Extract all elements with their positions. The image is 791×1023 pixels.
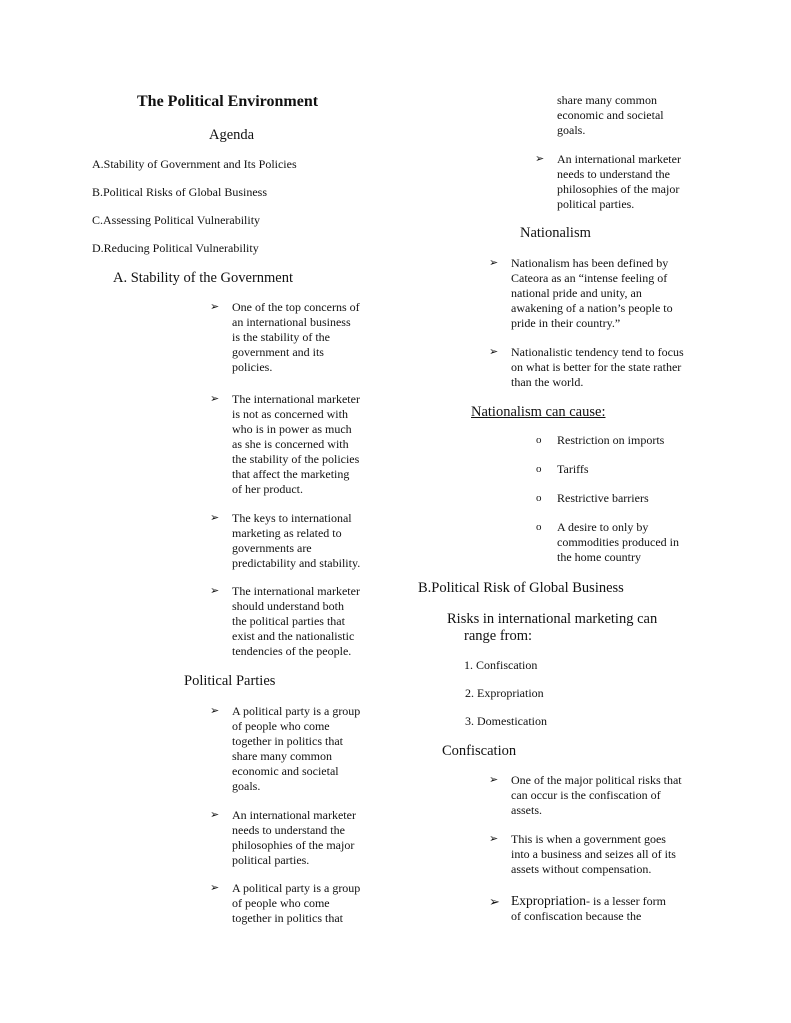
arrowhead-bullet-icon: ➢ [210, 512, 220, 524]
arrowhead-bullet-icon: ➢ [489, 774, 499, 786]
bullet-text: Nationalistic tendency tend to focus on what is better for the state rather than the world. [511, 345, 684, 389]
bullet-text: Nationalism has been defined by Cateora as an “intense feeling of national pride and unity, an awakening of a nation’s people to pride in their country.” [511, 256, 673, 330]
arrowhead-bullet-icon: ➢ [210, 882, 220, 894]
arrowhead-bullet-icon: ➢ [489, 257, 499, 269]
circle-bullet-icon: o [536, 521, 542, 533]
bullet-text: The international marketer should understand both the political parties that exist and the nationalistic tendencies of the people. [232, 584, 360, 658]
bullet-text: The international marketer is not as concerned with who is in power as much as she is concerned with the stability of the policies that affect the marketing of her product. [232, 392, 360, 496]
arrowhead-bullet-icon: ➢ [210, 809, 220, 821]
risk-item: 3. Domestication [465, 714, 547, 728]
political-parties-heading: Political Parties [184, 673, 276, 689]
cause-item: Tariffs [557, 462, 589, 476]
bullet-text: One of the major political risks that can occur is the confiscation of assets. [511, 773, 682, 817]
arrowhead-bullet-icon: ➢ [489, 894, 500, 909]
bullet-text: A political party is a group of people who come together in politics that share many common economic and societal goals. [232, 704, 361, 793]
bullet-text: The keys to international marketing as related to governments are predictability and stability. [232, 511, 361, 570]
risks-intro-line: range from: [464, 628, 533, 644]
bullet-text: This is when a government goes into a business and seizes all of its assets without compensation. [511, 832, 676, 876]
arrowhead-bullet-icon: ➢ [489, 833, 499, 845]
cause-item: Restriction on imports [557, 433, 665, 447]
arrowhead-bullet-icon: ➢ [489, 346, 499, 358]
bullet-text: An international marketer needs to understand the philosophies of the major political parties. [557, 152, 681, 211]
arrowhead-bullet-icon: ➢ [535, 153, 545, 165]
cause-item: A desire to only by commodities produced in the home country [557, 520, 679, 564]
cause-item: Restrictive barriers [557, 491, 649, 505]
section-b-heading: B.Political Risk of Global Business [418, 580, 624, 596]
agenda-item: A.Stability of Government and Its Policies [92, 157, 297, 171]
bullet-text: One of the top concerns of an international business is the stability of the government and its policies. [232, 300, 360, 374]
bullet-text: A political party is a group of people who come together in politics that [232, 881, 361, 925]
agenda-item: B.Political Risks of Global Business [92, 185, 268, 199]
agenda-item: D.Reducing Political Vulnerability [92, 241, 259, 255]
nationalism-heading: Nationalism [520, 225, 591, 241]
circle-bullet-icon: o [536, 434, 542, 446]
arrowhead-bullet-icon: ➢ [210, 393, 220, 405]
arrowhead-bullet-icon: ➢ [210, 585, 220, 597]
document-title: The Political Environment [137, 93, 319, 110]
risks-intro-line: Risks in international marketing can [447, 611, 658, 627]
risk-item: 2. Expropriation [465, 686, 544, 700]
confiscation-heading: Confiscation [442, 743, 517, 759]
section-a-heading: A. Stability of the Government [113, 270, 294, 286]
circle-bullet-icon: o [536, 492, 542, 504]
continued-text: share many common economic and societal goals. [557, 93, 664, 137]
arrowhead-bullet-icon: ➢ [210, 301, 220, 313]
bullet-text: An international marketer needs to understand the philosophies of the major political parties. [232, 808, 356, 867]
agenda-heading: Agenda [209, 127, 255, 143]
expropriation-text: Expropriation- is a lesser form of confiscation because the [511, 893, 666, 923]
arrowhead-bullet-icon: ➢ [210, 705, 220, 717]
circle-bullet-icon: o [536, 463, 542, 475]
agenda-item: C.Assessing Political Vulnerability [92, 213, 261, 227]
risk-item: 1. Confiscation [464, 658, 538, 672]
nationalism-cause-heading: Nationalism can cause: [471, 404, 606, 420]
